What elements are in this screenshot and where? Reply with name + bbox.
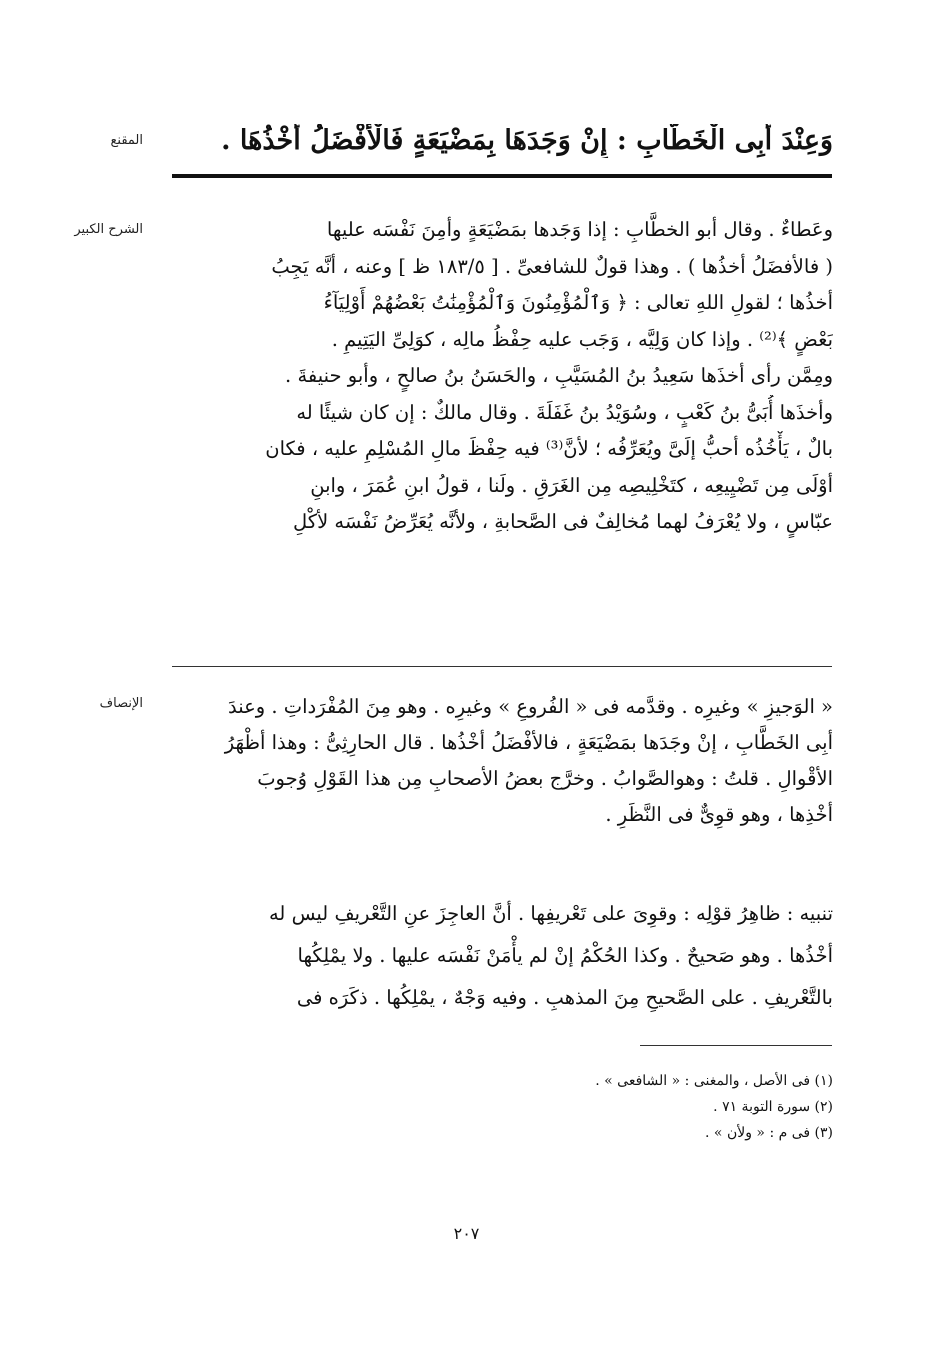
tanbih-text [168,893,833,1019]
footnotes [473,1068,833,1146]
tanbih-line: بالتَّعْريفِ . على الصَّحيحِ مِنَ المذهبِ . وفيه وَجْهٌ ، يمْلِكُها . ذكَرَه فى [296,986,833,1009]
footnote: (١) فى الأصل ، والمغنى : « الشافعى » . [595,1073,833,1089]
muqni-text [168,124,833,158]
label-muqni: المقنع [110,133,143,148]
tanbih-line: تنبيه : ظاهِرُ قوْلِه : وقوِىَ على تَعْريفِها . أنَّ العاجِزَ عنِ التَّعْريفِ ليس له [268,902,833,925]
sharh-line: وأخذَها أُبَىُّ بنُ كَعْبٍ ، وسُوَيْدُ بنُ غَفَلَةَ . وقال مالكٌ : إن كان شيئًا له [296,400,833,424]
sharh-line: بَعْضٍ ﴾⁽²⁾ . وإذا كان وَلِيَّه ، وَجَب عليه حِفْظُ مالِه ، كوَلِىِّ اليَتِيمِ . [331,327,833,351]
label-sharh-kabir: الشرح الكبير [74,222,143,237]
sharh-text [168,212,833,541]
muqni-line: وَعِنْدَ أَبِى الْخَطَّابِ : إِنْ وَجَدَهَا بِمَضْيَعَةٍ فَالْأَفْضَلُ أَخْذُهَا . [221,125,833,156]
tanbih-line: أخْذُها . وهو صَحيحٌ . وكذا الحُكْمُ إنْ لم يأْمَنْ نَفْسَه عليها . ولا يمْلِكُها [297,944,833,967]
insaf-line: الأقْوالِ . قلتُ : وهوالصَّوابُ . وخرَّج بعضُ الأصحابِ مِن هذا القَوْلِ وُجوبَ [257,767,833,790]
sharh-line: أوْلَى مِن تَضْيِيعِه ، كتَخْلِيصِه مِن الغَرَقِ . ولَنا ، قولُ ابنِ عُمَرَ ، وابنِ [310,473,833,497]
sharh-line: وعَطاءٌ . وقال أبو الخطَّابِ : إذا وَجَدها بمَضْيَعَةٍ وأمِنَ نَفْسَه عليها [326,218,833,241]
sharh-line: عبّاسٍ ، ولا يُعْرَفُ لهما مُخالِفٌ فى الصَّحابةِ ، ولأنَّه يُعَرِّضُ نَفْسَه لأكْلِ [293,510,833,533]
sharh-line: ومِمَّن رأى أخذَها سَعِيدُ بنُ المُسَيَّبِ ، والحَسَنُ بنُ صالحٍ ، وأبو حنيفةَ . [285,364,833,387]
page-number: ٢٠٧ [453,1224,480,1243]
footnote: (٢) سورة التوبة ٧١ . [713,1099,833,1115]
footnote-divider [640,1045,832,1046]
insaf-text [168,689,833,833]
sharh-line: بالٌ ، يَأْخُذُه أحبُّ إلَىَّ ويُعَرِّفُه ؛ لأنَّ⁽³⁾ فيه حِفْظَ مالِ المُسْلِمِ عليه ، فكان [265,437,833,460]
footnote: (٣) فى م : « ولأن » . [705,1125,833,1141]
insaf-line: أبِى الخَطَّابِ ، إنْ وجَدَها بمَضْيَعَةٍ ، فالأفْضَلُ أخْذُها . قال الحارِثِىُّ : وهذا أظْهَرُ [224,731,833,754]
sharh-line: ( فالأفضَلُ أخذُها ) . وهذا قولٌ للشافعىِّ . [ ١٨٣/٥ ظ ] وعنه ، أنَّه يَجِبُ [271,254,833,278]
muqni-divider [172,174,832,178]
sharh-line: أخذُها ؛ لقولِ اللهِ تعالى : ﴿ وَٱلْمُؤْمِنُونَ وَٱلْمُؤْمِنَٰتُ بَعْضُهُمْ أَوْلِيَآءُ [323,291,833,314]
insaf-line: أخْذِها ، وهو قوِىٌّ فى النَّظَرِ . [605,803,833,826]
insaf-line: « الوَجيزِ » وغيرِه . وقدَّمه فى « الفُروعِ » وغيرِه . وهو مِنَ المُفْرَداتِ . وعندَ [227,695,833,718]
sharh-divider [172,666,832,667]
label-insaf: الإنصاف [99,696,143,711]
